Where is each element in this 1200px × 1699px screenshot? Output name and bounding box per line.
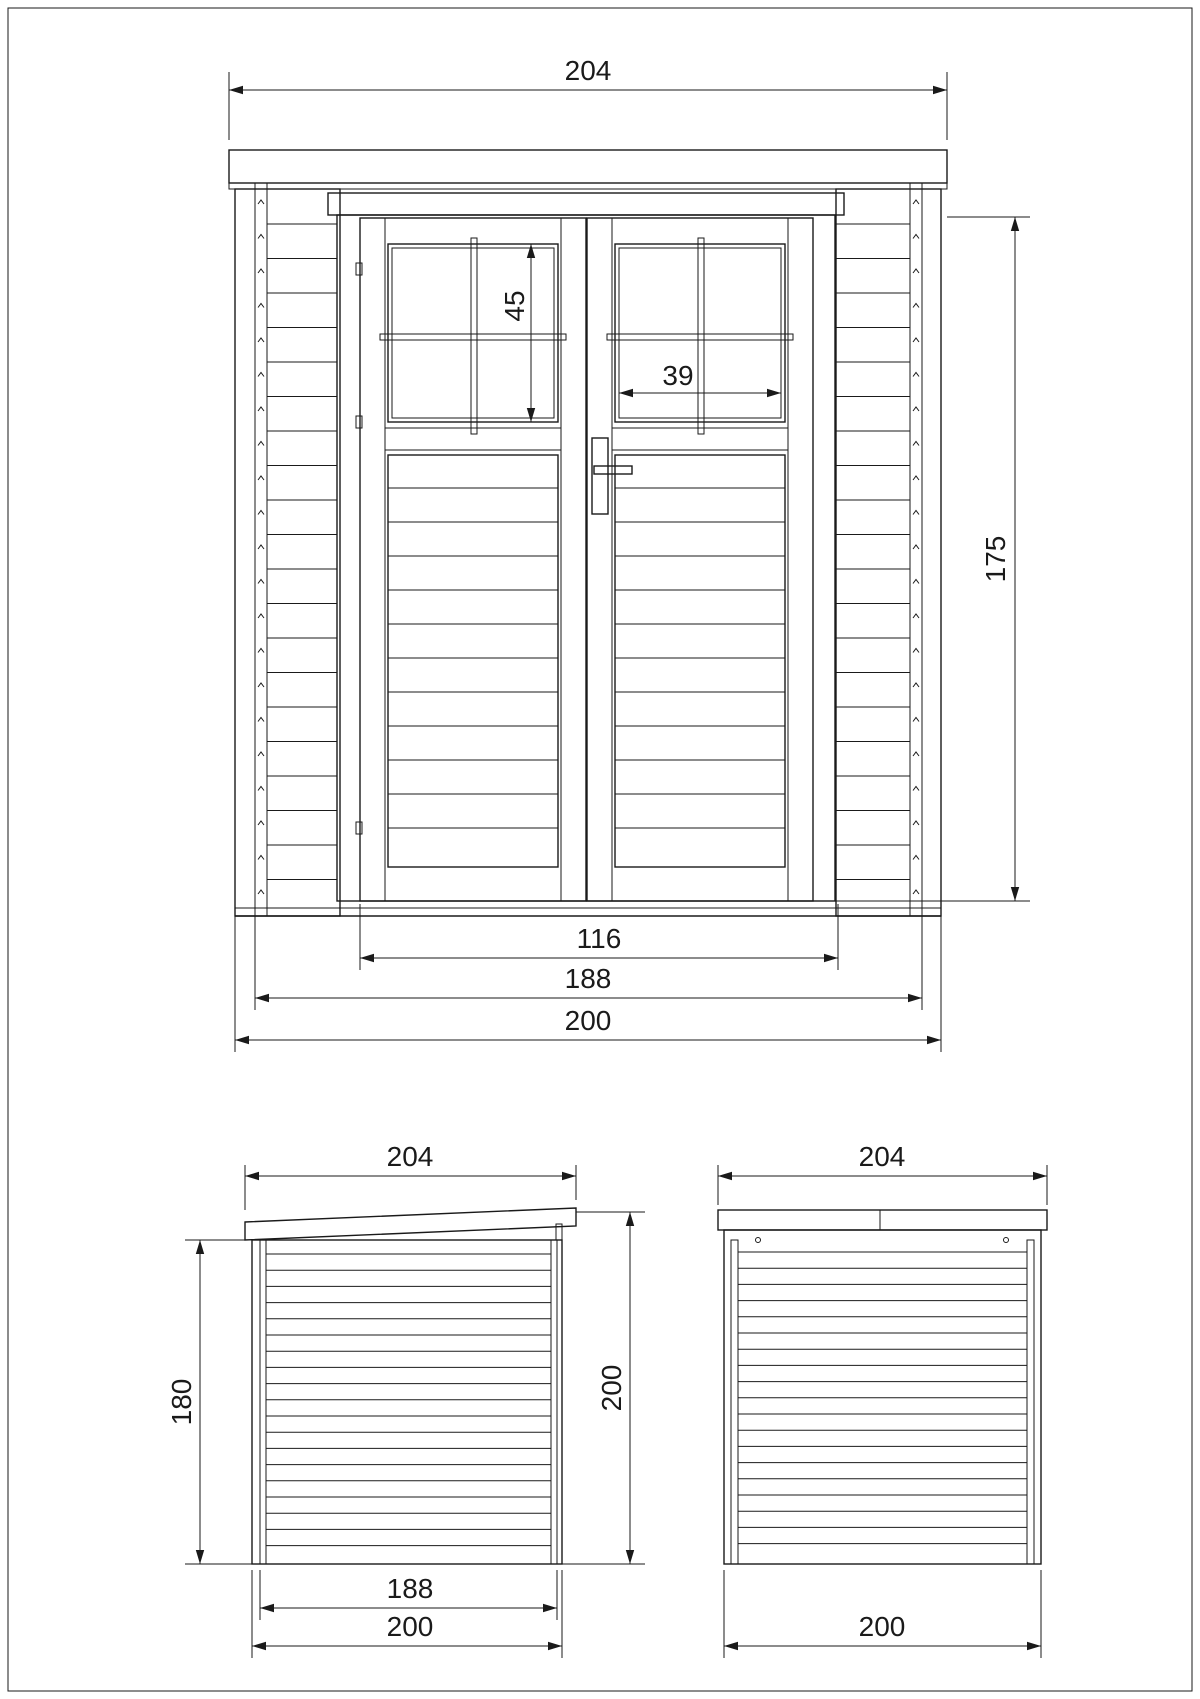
post-tick [913, 338, 919, 342]
post-tick [913, 545, 919, 549]
post-tick [258, 614, 264, 618]
post-tick [913, 200, 919, 204]
post-tick [258, 787, 264, 791]
front-roof [229, 150, 947, 183]
post-tick [258, 442, 264, 446]
post-tick [913, 890, 919, 894]
door-panel-left [388, 455, 558, 867]
corner-post-right [910, 183, 922, 916]
post-tick [913, 821, 919, 825]
post-tick [258, 338, 264, 342]
front-roof-fascia [229, 183, 947, 189]
post-tick [258, 269, 264, 273]
post-tick [913, 476, 919, 480]
dim-outer-wall-width: 200 [564, 1005, 612, 1036]
dim-front-roof-width: 204 [564, 55, 612, 86]
post-tick [258, 235, 264, 239]
post-tick [913, 787, 919, 791]
back-dimensions [718, 1141, 1047, 1658]
post-tick [913, 614, 919, 618]
post-tick [913, 235, 919, 239]
post-tick [258, 683, 264, 687]
post-tick [913, 718, 919, 722]
dim-back-outer-width: 200 [858, 1611, 906, 1642]
post-tick [913, 304, 919, 308]
post-tick [913, 269, 919, 273]
corner-post-left [255, 183, 267, 916]
post-tick [913, 442, 919, 446]
post-tick [913, 683, 919, 687]
post-tick [913, 856, 919, 860]
post-tick [258, 752, 264, 756]
dim-window-width: 39 [662, 360, 694, 391]
post-tick [258, 200, 264, 204]
dim-door-opening-width: 116 [576, 923, 622, 954]
post-tick [258, 511, 264, 515]
dim-side-front-height: 180 [166, 1378, 197, 1426]
post-tick [258, 304, 264, 308]
back-roof [718, 1210, 1047, 1230]
post-tick [913, 580, 919, 584]
post-tick [913, 511, 919, 515]
post-tick [258, 476, 264, 480]
post-tick [258, 718, 264, 722]
dim-side-outer-depth: 200 [386, 1611, 434, 1642]
dim-wall-height: 175 [980, 535, 1011, 583]
door-lintel [328, 193, 844, 215]
dim-back-roof-width: 204 [858, 1141, 906, 1172]
post-tick [258, 580, 264, 584]
post-tick [913, 752, 919, 756]
dim-side-back-height: 200 [596, 1364, 627, 1412]
dim-inner-wall-width: 188 [564, 963, 612, 994]
side-roof [245, 1208, 576, 1240]
post-tick [258, 649, 264, 653]
post-tick [258, 373, 264, 377]
dim-side-inner-depth: 188 [386, 1573, 434, 1604]
post-tick [258, 856, 264, 860]
door-right [587, 218, 813, 901]
door-handle [594, 466, 632, 474]
post-tick [913, 649, 919, 653]
post-tick [258, 821, 264, 825]
dim-window-height: 45 [499, 290, 530, 322]
side-view [245, 1208, 576, 1564]
dim-side-roof-depth: 204 [386, 1141, 434, 1172]
front-wall-left [235, 189, 340, 916]
front-view [229, 150, 947, 916]
post-tick [913, 373, 919, 377]
post-tick [258, 545, 264, 549]
post-tick [913, 407, 919, 411]
door-handle-plate [592, 438, 608, 514]
door-left [360, 218, 586, 901]
window-left [388, 244, 558, 422]
back-wall [724, 1230, 1041, 1564]
side-wall [252, 1240, 562, 1564]
back-view [718, 1210, 1047, 1564]
post-tick [258, 890, 264, 894]
post-tick [258, 407, 264, 411]
door-panel-right [615, 455, 785, 867]
window-right [615, 244, 785, 422]
page-border [8, 8, 1192, 1691]
front-wall-right [836, 189, 941, 916]
